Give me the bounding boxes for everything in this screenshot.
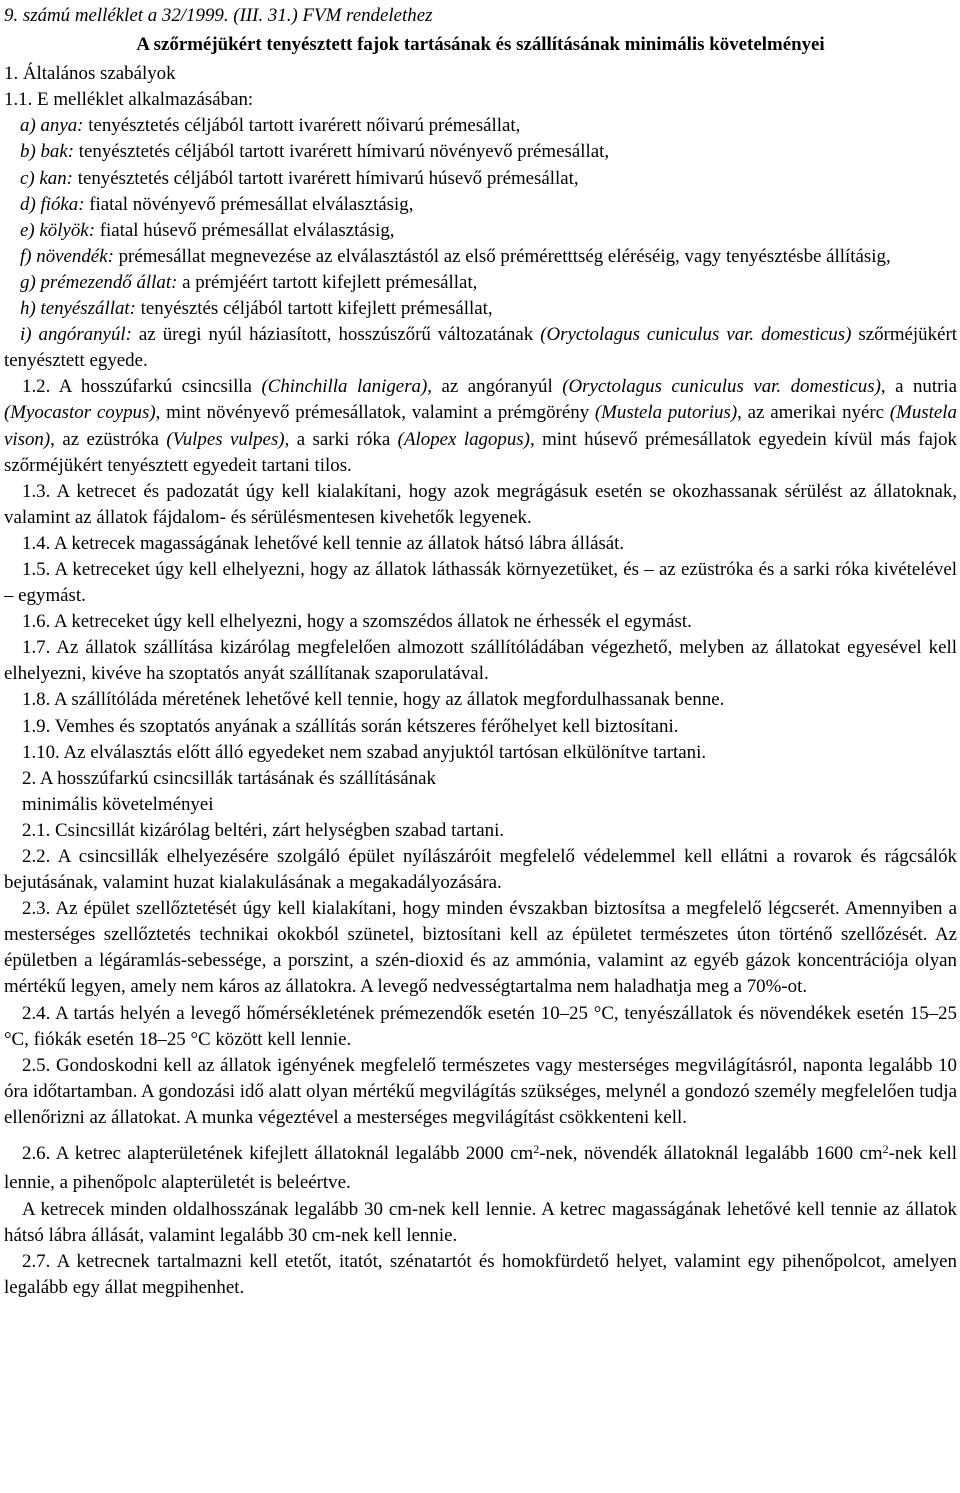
definition-term: a) anya: (20, 115, 84, 137)
definition-list (4, 113, 957, 374)
text-run: -nek, növendék állatoknál legalább 1600 cm (539, 1143, 883, 1165)
definition-term: b) bak: (20, 141, 75, 163)
definition-term: f) növendék: (20, 245, 114, 267)
paragraph-2-1: 2.1. Csincsillát kizárólag beltéri, zárt helységben szabad tartani. (22, 819, 505, 841)
latin-name: (Oryctolagus cuniculus var. domesticus) (540, 324, 852, 346)
definition-text: tenyésztés céljából tartott kifejlett prémesállat, (135, 298, 493, 320)
paragraph-1-1: 1.1. E melléklet alkalmazásában: (4, 89, 254, 111)
paragraph-1-7: 1.7. Az állatok szállítása kizárólag megfelelően almozott szállítóládában végezhető, melyben az állatokat egyesével kell elhelyezni, kivéve ha szoptatós anyát szállítanak szaporulatával. (4, 637, 957, 685)
definition-term: i) angóranyúl: (20, 324, 132, 346)
definition-term: c) kan: (20, 167, 73, 189)
latin-name: (Chinchilla lanigera) (261, 376, 428, 398)
latin-name: (Oryctolagus cuniculus var. domesticus) (562, 376, 881, 398)
definition-term: d) fióka: (20, 193, 85, 215)
paragraph-1-9: 1.9. Vemhes és szoptatós anyának a szállítás során kétszeres férőhelyet kell biztosítani. (22, 715, 679, 737)
latin-name: (Mustela vison) (4, 402, 957, 450)
paragraph-1-5: 1.5. A ketreceket úgy kell elhelyezni, hogy az állatok láthassák környezetüket, és – az ezüstróka és a sarki róka kivételével – egymást. (4, 558, 957, 607)
definition-c (4, 166, 957, 192)
definition-term: e) kölyök: (20, 219, 95, 241)
definition-text: fiatal növényevő prémesállat elválasztásig, (84, 193, 414, 215)
definition-text: szőrméjükért tenyésztett egyede. (4, 324, 957, 372)
text-run: , mint húsevő prémesállatok egyedein kívül más fajok szőrméjükért tenyésztett egyedeit tartani tilos. (4, 428, 957, 476)
paragraph-2-4: 2.4. A tartás helyén a levegő hőmérsékletének prémezendők esetén 10–25 °C, tenyészállatok és növendékek esetén 15–25 °C, fiókák esetén 18–25 °C között kell lennie. (4, 1002, 957, 1050)
text-run: -nek kell lennie, a pihenőpolc alapterületét is beleértve. (4, 1143, 957, 1194)
section-2-heading-line-2: minimális követelményei (22, 793, 214, 815)
paragraph-2-6-continued: A ketrecek minden oldalhosszának legalább 30 cm-nek kell lennie. A ketrec magasságának lehetővé kell tennie az állatok hátsó lábra állását, valamint legalább 30 cm-nek kell lennie. (4, 1199, 957, 1247)
text-run: , a sarki róka (284, 428, 398, 450)
definition-i (4, 322, 957, 374)
definition-a (4, 113, 957, 139)
text-run: , a nutria (880, 376, 958, 398)
definition-text: az üregi nyúl háziasított, hosszúszőrű változatának (131, 324, 541, 346)
paragraph-1-4: 1.4. A ketrecek magasságának lehetővé kell tennie az állatok hátsó lábra állását. (22, 532, 625, 554)
definition-g (4, 270, 957, 296)
paragraph-2-2: 2.2. A csincsillák elhelyezésére szolgáló épület nyílászáróit megfelelő védelemmel kell ellátni a rovarok és rágcsálók bejutásának, valamint huzat kialakulásának a megakadályozására. (4, 846, 957, 894)
latin-name: (Vulpes vulpes) (166, 428, 285, 450)
definition-h (4, 296, 957, 322)
text-run: 2.6. A ketrec alapterületének kifejlett állatoknál legalább 2000 cm (22, 1143, 534, 1165)
text-run: , az amerikai nyérc (737, 402, 890, 424)
paragraph-1-6: 1.6. A ketreceket úgy kell elhelyezni, hogy a szomszédos állatok ne érhessék el egymást. (22, 611, 692, 633)
latin-name: (Myocastor coypus) (4, 402, 156, 424)
paragraph-1-10: 1.10. Az elválasztás előtt álló egyedeket nem szabad anyjuktól tartósan elkülönítve tartani. (22, 741, 707, 763)
definition-e (4, 218, 957, 244)
spacer (4, 1131, 957, 1139)
paragraph-1-3: 1.3. A ketrecet és padozatát úgy kell kialakítani, hogy azok megrágásuk esetén se okozhassanak sérülést az állatoknak, valamint az állatok fájdalom- és sérülésmentesen kivehetők legyenek. (4, 480, 957, 528)
latin-name: (Alopex lagopus) (397, 428, 530, 450)
latin-name: (Mustela putorius) (594, 402, 738, 424)
definition-f (4, 244, 957, 270)
text-run: , mint növényevő prémesállatok, valamint a prémgörény (155, 402, 595, 424)
definition-term: h) tenyészállat: (20, 298, 136, 320)
text-run: 1.2. A hosszúfarkú csincsilla (22, 376, 262, 398)
superscript: 2 (533, 1142, 540, 1157)
text-run: , az angóranyúl (427, 376, 563, 398)
definition-text: tenyésztetés céljából tartott ivarérett hímivarú húsevő prémesállat, (72, 167, 579, 189)
decree-title: 9. számú melléklet a 32/1999. (III. 31.) FVM rendelethez (4, 5, 433, 26)
paragraph-2-6 (4, 1139, 957, 1197)
paragraph-2-3: 2.3. Az épület szellőztetését úgy kell kialakítani, hogy minden évszakban biztosítsa a megfelelő légcserét. Amennyiben a mesterséges szellőztetés technikai okokból szünetel, biztosítani kell az épületet természetes úton történő szellőzését. Az épületben a légáramlás-sebessége, a porszint, a szén-dioxid és az ammónia, valamint az egyéb gázok koncentrációja olyan mértékű legyen, amely nem káros az állatokra. A levegő nedvességtartalma nem haladhatja meg a 70%-ot. (4, 898, 957, 998)
definition-text: fiatal húsevő prémesállat elválasztásig, (94, 219, 395, 241)
section-2-heading: 2. A hosszúfarkú csincsillák tartásának és szállításának (22, 767, 436, 789)
definition-text: prémesállat megnevezése az elválasztástól az első préméretttség eléréséig, vagy tenyésztésbe állításig, (113, 245, 891, 267)
annex-subtitle: A szőrméjükért tenyésztett fajok tartásának és szállításának minimális követelményei (136, 34, 825, 56)
definition-text: tenyésztetés céljából tartott ivarérett hímivarú növényevő prémesállat, (74, 141, 610, 163)
definition-text: tenyésztetés céljából tartott ivarérett nőivarú prémesállat, (83, 115, 521, 137)
paragraph-2-7: 2.7. A ketrecnek tartalmazni kell etetőt, itatót, szénatartót és homokfürdető helyet, valamint egy pihenőpolcot, amelyen legalább egy állat megpihenhet. (4, 1251, 957, 1299)
section-1-heading: 1. Általános szabályok (4, 63, 176, 85)
paragraph-1-8: 1.8. A szállítóláda méretének lehetővé kell tennie, hogy az állatok megfordulhassanak benne. (22, 689, 725, 711)
paragraph-1-2 (4, 374, 957, 478)
definition-d (4, 192, 957, 218)
text-run: , az ezüstróka (50, 428, 167, 450)
definition-text: a prémjéért tartott kifejlett prémesállat, (177, 271, 478, 293)
definition-b (4, 139, 957, 165)
superscript: 2 (882, 1142, 889, 1157)
paragraph-2-5: 2.5. Gondoskodni kell az állatok igényének megfelelő természetes vagy mesterséges megvilágításról, naponta legalább 10 óra időtartamban. A gondozási idő alatt olyan mértékű megvilágítás szükséges, melynél a gondozó személy megfelelően tudja ellenőrizni az állatokat. A munka végeztével a mesterséges megvilágítást csökkenteni kell. (4, 1054, 957, 1128)
definition-term: g) prémezendő állat: (20, 271, 178, 293)
